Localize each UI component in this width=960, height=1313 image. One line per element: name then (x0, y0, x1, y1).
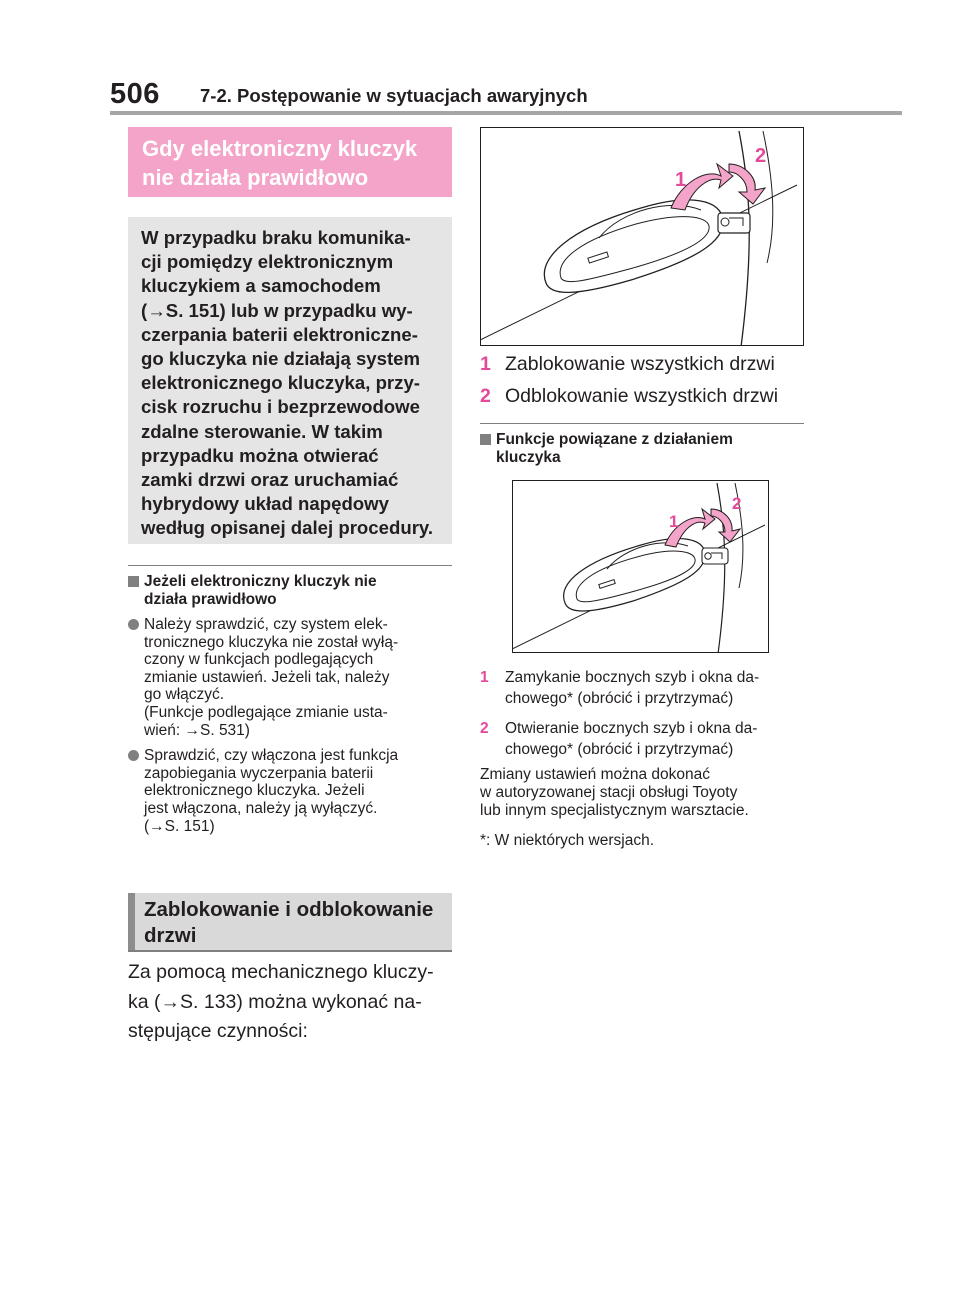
figure2-callout-1: 1 (669, 512, 679, 531)
round-bullet-icon (128, 750, 139, 761)
footnote: *: W niektórych wersjach. (480, 832, 654, 849)
intro-line: W przypadku braku komunika- (141, 227, 411, 248)
square-bullet-icon (480, 434, 491, 445)
paragraph-line: lub innym specjalistycznym warsztacie. (480, 802, 749, 819)
paragraph-line: stępujące czynności: (128, 1020, 308, 1042)
door-lock-figure (480, 127, 804, 346)
intro-line: zdalne sterowanie. W takim (141, 420, 383, 442)
paragraph-line: w autoryzowanej stacji obsługi Toyoty (480, 784, 738, 801)
note-heading-line: Jeżeli elektroniczny kluczyk nie (144, 573, 377, 590)
numbered-item (480, 350, 804, 380)
intro-box (128, 217, 452, 544)
note-heading-line: działa prawidłowo (144, 590, 277, 608)
item-text: Zablokowanie wszystkich drzwi (505, 353, 775, 375)
numbered-item (480, 667, 804, 709)
window-action-list (480, 667, 804, 760)
paragraph-line: Za pomocą mechanicznego kluczy- (128, 961, 434, 983)
intro-line: cji pomiędzy elektronicznym (141, 251, 394, 273)
item-number: 2 (480, 384, 491, 407)
window-control-figure (512, 480, 769, 653)
note-heading-line: kluczyka (496, 448, 561, 466)
figure1-callout-2: 2 (755, 145, 767, 167)
door-handle-illustration (513, 481, 769, 653)
linked-functions-note (480, 431, 804, 466)
bullet-item (128, 747, 452, 835)
item-number: 1 (480, 353, 491, 375)
bullet-line: wień: →S. 531) (144, 721, 250, 739)
gray-heading-rule (128, 950, 452, 952)
note-section (128, 573, 452, 835)
note-divider (128, 565, 452, 566)
bullet-line: zapobiegania wyczerpania baterii (144, 764, 374, 782)
note-heading (128, 573, 452, 608)
numbered-item (480, 382, 804, 412)
intro-line: elektronicznego kluczyka, przy- (141, 372, 420, 394)
figure2-callout-2: 2 (732, 494, 742, 513)
mechanical-key-paragraph (128, 958, 452, 1047)
item-text-line: Otwieranie bocznych szyb i okna da- (505, 720, 758, 737)
gray-heading-line: Zablokowanie i odblokowanie (144, 898, 434, 921)
intro-line: go kluczyka nie działają system (141, 348, 421, 370)
gray-heading-line: drzwi (144, 924, 197, 947)
page-number: 506 (110, 78, 160, 110)
pink-section-heading (128, 127, 452, 197)
bullet-line: Sprawdzić, czy włączona jest funkcja (144, 747, 399, 765)
pink-heading-line: Gdy elektroniczny kluczyk (142, 136, 418, 161)
note-heading (480, 431, 804, 466)
bullet-line: jest włączona, należy ją wyłączyć. (144, 799, 378, 817)
bullet-line: (→S. 151) (144, 817, 215, 835)
bullet-line: tronicznego kluczyka nie został wyłą- (144, 633, 399, 651)
section-title: 7-2. Postępowanie w sytuacjach awaryjnych (200, 85, 588, 106)
round-bullet-icon (128, 619, 139, 630)
numbered-item (480, 718, 804, 760)
gray-section-heading (128, 893, 452, 951)
paragraph-line: Zmiany ustawień można dokonać (480, 766, 711, 783)
intro-line: hybrydowy układ napędowy (141, 493, 389, 515)
intro-line: czerpania baterii elektroniczne- (141, 323, 418, 345)
bullet-line: czony w funkcjach podlegających (144, 651, 374, 669)
door-handle-illustration (481, 128, 804, 346)
bullet-item (128, 616, 452, 739)
header-rule (110, 111, 902, 115)
item-number: 2 (480, 720, 489, 737)
intro-line: (→S. 151) lub w przypadku wy- (141, 299, 413, 321)
bullet-line: (Funkcje podlegające zmianie usta- (144, 703, 388, 721)
item-text-line: chowego* (obrócić i przytrzymać) (505, 690, 734, 707)
intro-line: cisk rozruchu i bezprzewodowe (141, 396, 420, 418)
intro-line: przypadku można otwierać (141, 444, 379, 466)
figure1-callout-1: 1 (675, 169, 687, 191)
settings-paragraph (480, 766, 804, 820)
bullet-line: zmianie ustawień. Jeżeli tak, należy (144, 668, 390, 686)
bullet-line: go włączyć. (144, 686, 225, 704)
intro-line: według opisanej dalej procedury. (141, 517, 434, 539)
item-number: 1 (480, 669, 489, 686)
item-text-line: chowego* (obrócić i przytrzymać) (505, 741, 734, 758)
intro-line: zamki drzwi oraz uruchamiać (141, 469, 399, 491)
note-heading-line: Funkcje powiązane z działaniem (496, 431, 733, 448)
lock-action-list (480, 350, 804, 411)
bullet-line: Należy sprawdzić, czy system elek- (144, 616, 388, 633)
item-text: Odblokowanie wszystkich drzwi (505, 384, 779, 407)
pink-heading-line: nie działa prawidłowo (142, 165, 369, 190)
item-text-line: Zamykanie bocznych szyb i okna da- (505, 669, 760, 686)
intro-line: kluczykiem a samochodem (141, 275, 381, 297)
bullet-line: elektronicznego kluczyka. Jeżeli (144, 782, 365, 800)
note-divider (480, 423, 804, 424)
square-bullet-icon (128, 576, 139, 587)
paragraph-line: ka (→S. 133) można wykonać na- (128, 990, 422, 1013)
